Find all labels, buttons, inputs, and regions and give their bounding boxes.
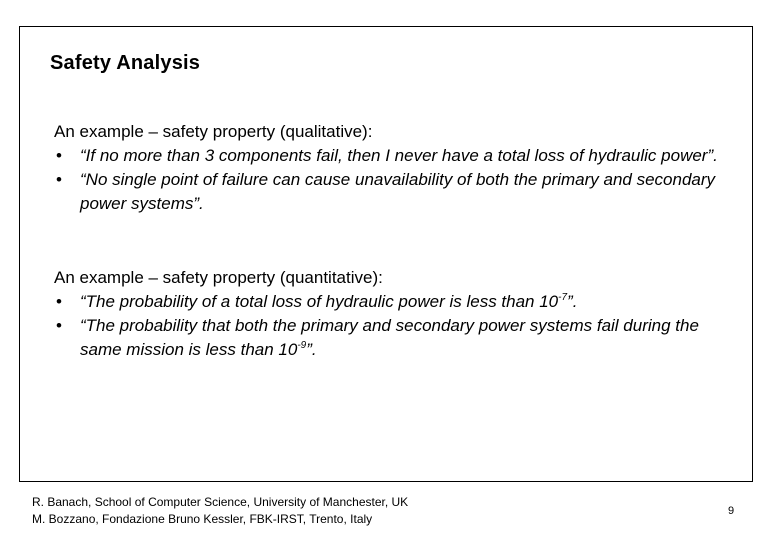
bullet-icon: • (56, 170, 62, 189)
quantitative-bullet-2-text-end: ”. (306, 340, 317, 359)
bullet-icon: • (56, 292, 62, 311)
quantitative-heading: An example – safety property (quantitative): (54, 268, 383, 287)
quantitative-bullet-list (54, 290, 734, 362)
qualitative-bullet-2-text: “No single point of failure can cause unavailability of both the primary and secondary power systems”. (80, 170, 716, 213)
qualitative-section (54, 120, 734, 216)
footer-credits (32, 494, 408, 528)
quantitative-bullet-1-exponent: -7 (558, 292, 568, 303)
slide-frame (19, 26, 753, 482)
quantitative-section (54, 266, 734, 362)
quantitative-bullet-1-text-end: ”. (567, 292, 578, 311)
quantitative-bullet-1-text: “The probability of a total loss of hydraulic power is less than 10 (80, 292, 559, 311)
quantitative-bullet-2 (54, 314, 734, 362)
quantitative-bullet-2-text: “The probability that both the primary and secondary power systems fail during the same mission is less than 10 (80, 316, 699, 359)
qualitative-bullet-1-text: “If no more than 3 components fail, then I never have a total loss of hydraulic power”. (80, 146, 718, 165)
qualitative-bullet-list (54, 144, 734, 216)
quantitative-bullet-2-exponent: -9 (297, 340, 307, 351)
slide-title: Safety Analysis (50, 52, 201, 74)
bullet-icon: • (56, 316, 62, 335)
qualitative-bullet-1 (54, 144, 734, 168)
quantitative-bullet-1 (54, 290, 734, 314)
page-number: 9 (728, 505, 735, 517)
footer-line-2: M. Bozzano, Fondazione Bruno Kessler, FBK-IRST, Trento, Italy (32, 512, 373, 526)
footer-line-1: R. Banach, School of Computer Science, University of Manchester, UK (32, 495, 409, 509)
qualitative-bullet-2 (54, 168, 734, 216)
qualitative-heading: An example – safety property (qualitative): (54, 122, 373, 141)
bullet-icon: • (56, 146, 62, 165)
